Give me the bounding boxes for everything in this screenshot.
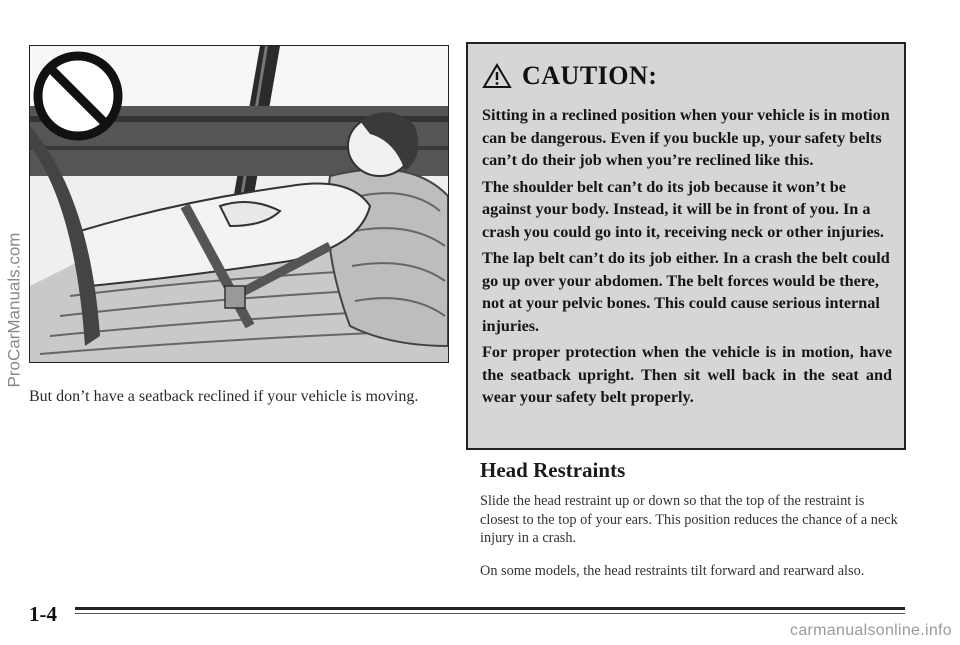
caution-paragraph: For proper protection when the vehicle is in motion, have the seatback upright. Then sit well back in the seat and wear your safety belt properly. (482, 343, 892, 406)
caution-title: CAUTION: (522, 61, 658, 90)
caution-header (482, 54, 892, 98)
warning-triangle-icon (482, 63, 512, 89)
page-number: 1-4 (29, 602, 57, 626)
caution-paragraph: The shoulder belt can’t do its job because it won’t be against your body. Instead, it will be in front of you. In a crash you could go into it, receiving neck or other injuries. (482, 177, 884, 241)
side-watermark-text: ProCarManuals.com (4, 232, 24, 388)
recline-warning-text: But don’t have a seatback reclined if your vehicle is moving. (29, 388, 419, 405)
illustration-drawing (30, 46, 448, 362)
side-watermark (2, 200, 26, 420)
bottom-watermark: carmanualsonline.info (790, 622, 952, 639)
section-title-head-restraints: Head Restraints (480, 458, 626, 482)
reclined-passenger-illustration (29, 45, 449, 363)
footer-rule-thin (75, 613, 905, 614)
caution-box (466, 42, 906, 450)
caution-paragraph: The lap belt can’t do its job either. In a crash the belt could go up over your abdomen. The belt forces would be there, not at your pelvic bones. This could cause serious internal injuries. (482, 249, 890, 335)
footer-rule (75, 607, 905, 610)
head-restraints-paragraph: On some models, the head restraints tilt forward and rearward also. (480, 563, 865, 579)
head-restraints-paragraph: Slide the head restraint up or down so that the top of the restraint is closest to the top of your ears. This position reduces the chance of a neck injury in a crash. (480, 493, 898, 546)
caution-paragraph: Sitting in a reclined position when your vehicle is in motion can be dangerous. Even if you buckle up, your safety belts can’t do their job when you’re reclined like this. (482, 106, 890, 169)
no-symbol-icon (38, 56, 118, 136)
